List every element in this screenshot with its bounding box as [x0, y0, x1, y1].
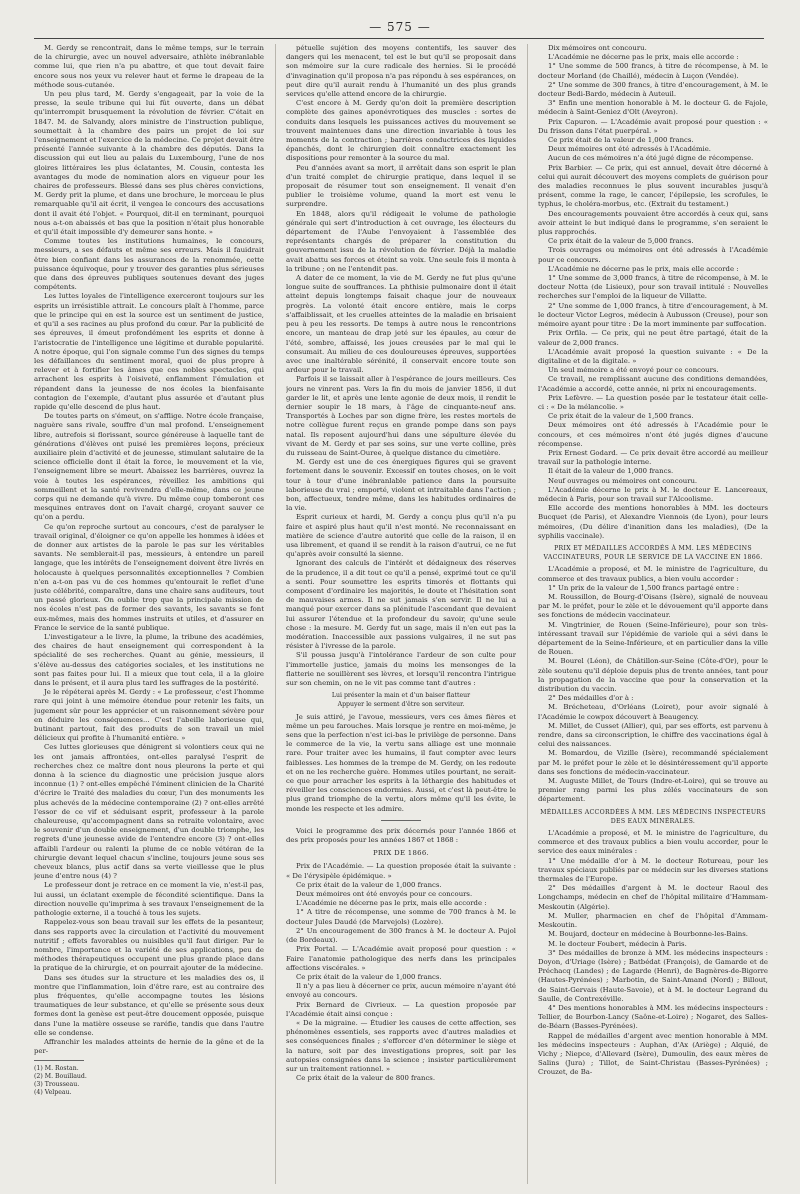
paragraph: Prix Capuron. — L'Académie avait proposé pour question : « Du frisson dans l'état puerpéral. » [538, 117, 768, 135]
section-title-prix-1866: PRIX DE 1866. [372, 849, 429, 858]
paragraph: Je le répéterai après M. Gerdy : « Le professeur, c'est l'homme rare qui joint à une mémoire étendue pour retenir les faits, un jugement sûr pour les apprécier et un raisonnement sévère pour en déduire les conséquences... C'est l'abeille laborieuse qui, butinant partout, fait des produits de son travail un miel délicieux qui profite à l'humanité entière. » [34, 688, 264, 743]
column-separator [527, 44, 528, 1184]
paragraph: Le professeur dont je retrace en ce moment la vie, n'est-il pas, lui aussi, un éclatant exemple de fécondité scientifique. Dans la direction nouvelle qu'imprima à ses travaux l'enseignement de la pathologie externe, il a touché à tous les sujets. [34, 881, 264, 918]
paragraph: Ce prix était de la valeur de 1,000 francs. [296, 972, 442, 981]
paragraph: M. Auguste Millet, de Tours (Indre-et-Loire), qui se trouve au premier rang parmi les plus zélés vaccinateurs de son département. [538, 777, 768, 804]
paragraph: Ces luttes glorieuses que dénigrent si volontiers ceux qui ne les ont jamais affrontées, ont-elles paralysé l'esprit de recherches chez ce maître dont nous pleurons la perte et qui donna à la science du diagnostic une précision jusque alors inconnue (1) ? ont-elles empêché l'éminent clinicien de la Charité d'écrire le Traité des maladies du cœur, l'un des monuments les plus achevés de la médecine contemporaine (2) ? ont-elles arrêté l'essor de ce vif et séduisant esprit, professeur à la parole chaleureuse, qu'accompagnent dans sa retraite volontaire, avec le souvenir d'un double enseignement, d'un double triomphe, les regrets d'une jeunesse avide de l'entendre encore (3) ? ont-elles affaibli l'ardeur ou ralenti la plume de ce noble vétéran de la chirurgie devant lequel chacun s'incline, toujours jeune sous ses cheveux blancs, plus actif dans sa verte vieillesse que le plus jeune d'entre nous (4) ? [34, 743, 264, 881]
paragraph: Deux mémoires ont été adressés à l'Académie pour le concours, et ces mémoires n'ont été jugés dignes d'aucune récompense. [538, 421, 768, 448]
paragraph: Ignorant des calculs de l'intérêt et dédaigneux des réserves de la prudence, il a dit tout ce qu'il a pensé, exprimé tout ce qu'il a senti. Pour soumettre les esprits timorés et flottants qui composent d'ordinaire les majorités, le doute et l'hésitation sont de mauvaises armes. Il ne sut jamais s'en servir. Il ne lui a manqué pour exercer dans sa plénitude l'ascendant que devaient lui assurer l'étendue et la profondeur du savoir, qu'une seule chose : la mesure. M. Gerdy fut un sage, mais il n'en eut pas la modération. Inaccessible aux passions vulgaires, il ne sut pas résister à l'ivresse de la parole. [286, 559, 516, 651]
paragraph: Des encouragements pouvaient être accordés à ceux qui, sans avoir atteint le but indiqué dans le programme, s'en seraient le plus rapprochés. [538, 209, 768, 237]
column-3 [538, 44, 768, 1184]
paragraph: Ce prix était de la valeur de 5,000 francs. [548, 237, 694, 246]
paragraph: Parfois il se laissait aller à l'espérance de jours meilleurs. Ces jours ne vinrent pas. Vers la fin du mois de janvier 1856, il dut garder le lit, et après une lente agonie de deux mois, il rendit le dernier soupir le 18 mars, à l'âge de cinquante-neuf ans. Transportés à Loches par son digne frère, les restes mortels de notre collègue furent reçus en grande pompe dans son pays natal. Ils reposent aujourd'hui dans une sépulture élevée du vivant de M. Gerdy et par ses soins, sur une verte colline, près du ruisseau de Saint-Ouree, à quelque distance du cimetière. [286, 375, 516, 457]
paragraph: Neuf ouvrages ou mémoires ont concouru. [548, 476, 698, 485]
column-1 [34, 44, 264, 1184]
paragraph: Les luttes loyales de l'intelligence exerceront toujours sur les esprits un irrésistible attrait. Le concours plaît à l'homme, parce que le principe qui en est la source est un sentiment de justice, et qu'il a ses racines au plus profond du cœur. Par la publicité de ses épreuves, il émeut profondément les esprits et donne à l'aristocratie de l'intelligence une légitime et durable popularité. A notre époque, qui l'on signale comme l'un des signes du temps les défaillances du sentiment moral, quoi de plus propre à relever et à fortifier les âmes que ces nobles spectacles, qui arrachent les esprits à l'oisiveté, enflamment l'émulation et répandent dans la jeunesse de nos écoles la bienfaisante contagion de l'exemple, d'autant plus assurée et d'autant plus rapide qu'elle descend de plus haut. [34, 292, 264, 411]
paragraph: M. Millet, de Cusset (Allier), qui, par ses efforts, est parvenu à rendre, dans sa circonscription, le chiffre des vaccinations égal à celui des naissances. [538, 721, 768, 749]
paragraph: Prix Lefèvre. — La question posée par le testateur était celle-ci : « De la mélancolie. » [538, 393, 768, 411]
paragraph: De toutes parts on s'émeut, on s'afflige. Notre école française, naguère sans rivale, souffre d'un mal profond. L'enseignement libre, autrefois si florissant, source généreuse à laquelle tant de générations d'élèves ont puisé les premières leçons, précieux auxiliaire plein d'activité et de jeunesse, stimulant salutaire de la science officielle dont il était la force, le mouvement et la vie, l'enseignement libre se meurt. Abaissez les barrières, ouvrez la voie à toutes les espérances, réveillez les ambitions qui sommeillent et la santé revivendra d'elle-même, dans ce jeune corps qui ne demande qu'à vivre. Du même coup tomberont ces mesquines entraves dont on l'avait chargé, croyant sauver ce qu'on a perdu. [34, 412, 264, 522]
section-title-vaccinateurs: PRIX ET MÉDAILLES ACCORDÉS À MM. LES MÉDECINS VACCINATEURS, POUR LE SERVICE DE LA VACCINE EN 1866. [543, 544, 763, 562]
paragraph: 2° Des médailles d'or à : [548, 694, 634, 703]
column-2-body-4 [286, 862, 516, 1083]
paragraph: L'investigateur a le livre, la plume, la tribune des académies, des chaires de haut enseignement qui correspondent à la spécialité de ses recherches. Quant au génie, messieurs, il s'élève au-dessus des catégories sociales, et les institutions ne sont pas faites pour lui. Il a mieux que tout cela, il a la gloire dans le présent, et il aura plus tard les suffrages de la postérité. [34, 633, 264, 688]
paragraph: M. Bourel (Léon), de Châtillon-sur-Seine (Côte-d'Or), pour le zèle soutenu qu'il déploie depuis plus de trente années, tant pour la propagation de la vaccine que pour la conservation et la distribution du vaccin. [538, 657, 768, 694]
paragraph: En 1848, alors qu'il rédigeait le volume de pathologie générale qui sert d'introduction à cet ouvrage, les électeurs du département de l'Aube l'envoyaient à l'assemblée des représentants chargés de préparer la constitution du gouvernement issu de la révolution de février. Déjà la maladie avait abattu ses forces et éteint sa voix. Une seule fois il monta à la tribune ; on ne l'entendit pas. [286, 209, 516, 273]
paragraph: Rappel de médailles d'argent avec mention honorable à MM. les médecins inspecteurs : Auphan, d'Ax (Ariège) ; Alquié, de Vichy ; Niepce, d'Allevard (Isère), Dumoulin, des eaux mères de Salins (Jura) ; Tillot, de Saint-Christau (Basses-Pyrénées) ; Crouzet, de Ba- [538, 1031, 768, 1077]
paragraph: Rappelez-vous son beau travail sur les effets de la pesanteur, dans ses rapports avec la circulation et l'activité du mouvement nutritif ; effets favorables ou nuisibles qu'il faut diriger. Par le nombre, l'importance et la variété de ses applications, peu de méthodes thérapeutiques occupent une plus grande place dans la pratique de la chirurgie, et on pourrait ajouter de la médecine. [34, 918, 264, 973]
paragraph: L'Académie ne décerne pas le prix, mais elle accorde : [548, 264, 739, 273]
paragraph: Il n'y a pas lieu à décerner ce prix, aucun mémoire n'ayant été envoyé au concours. [286, 982, 516, 1000]
paragraph: Prix Portal. — L'Académie avait proposé pour question : « Faire l'anatomie pathologique des nerfs dans les principales affections viscérales. » [286, 945, 516, 972]
column-2 [286, 44, 516, 1184]
paragraph: M. Vingtrinier, de Rouen (Seine-Inférieure), pour son très-intéressant travail sur l'épidémie de variole qui a sévi dans le département de la Seine-Inférieure, et en particulier dans la ville de Rouen. [538, 620, 768, 657]
paragraph: L'Académie décerne le prix à M. le docteur E. Lancereaux, médecin à Paris, pour son travail sur l'Alcoolisme. [538, 485, 768, 503]
footnote: (2) M. Bouillaud. [34, 1073, 87, 1081]
paragraph: Deux mémoires ont été adressés à l'Académie. [548, 145, 711, 154]
paragraph: S'il poussa jusqu'à l'intolérance l'ardeur de son culte pour l'immortelle justice, jamais du moins les mensonges de la flatterie ne souillèrent ses lèvres, et lorsqu'il rencontra l'intrigue sur son chemin, on ne le vit pas comme tant d'autres : [286, 651, 516, 688]
paragraph: L'Académie ne décerne pas le prix, mais elle accorde : [548, 53, 739, 62]
page-number: — 575 — [369, 20, 431, 34]
paragraph: Prix Bernard de Civrieux. — La question proposée par l'Académie était ainsi conçue : [286, 1000, 516, 1018]
paragraph: Ce prix était de la valeur de 800 francs. [296, 1074, 436, 1083]
paragraph: Je suis attiré, je l'avoue, messieurs, vers ces âmes fières et même un peu farouches. Mais lorsque je rentre en moi-même, je sens que la perfection n'est ici-bas le privilège de personne. Dans le commerce de la vie, la vertu sans alliage est une monnaie rare. Pour traiter avec les humains, il faut compter avec leurs faiblesses. Les hommes de la trempe de M. Gerdy, on les redoute et on ne les recherche guère. Hommes utiles pourtant, ne serait-ce que pour arracher les esprits à la léthargie des habitudes et réveiller les consciences endormies. Aussi, et c'est là peut-être le plus grand triomphe de la vertu, alors même qu'il les évite, le monde les respecte et les admire. [286, 712, 516, 813]
paragraph: Prix de l'Académie. — La question proposée était la suivante : « De l'érysipèle épidémique. » [286, 862, 516, 880]
paragraph: « De la migraine. — Étudier les causes de cette affection, ses phénomènes essentiels, ses rapports avec d'autres maladies et ses conséquences finales ; s'efforcer d'en déterminer le siège et la nature, soit par des investigations propres, soit par les autopsies consignées dans la science ; insister particulièrement sur un traitement rationnel. » [286, 1018, 516, 1073]
paragraph: Prix Orfila. — Ce prix, qui ne peut être partagé, était de la valeur de 2,000 francs. [538, 329, 768, 347]
paragraph: Prix Barbier. — Ce prix, qui est annuel, devait être décerné à celui qui aurait découvert des moyens complets de guérison pour des maladies reconnues le plus souvent incurables jusqu'à présent, comme la rage, le cancer, l'épilepsie, les scrofules, le typhus, le choléra-morbus, etc. (Extrait du testament.) [538, 163, 768, 209]
paragraph: L'Académie a proposé, et M. le ministre de l'agriculture, du commerce et des travaux publics, a bien voulu accorder : [538, 565, 768, 583]
footnote: (3) Trousseau. [34, 1081, 80, 1089]
column-2-body [286, 44, 516, 688]
paragraph: Ce prix était de la valeur de 1,000 francs. [548, 136, 694, 145]
paragraph: 1° Une médaille d'or à M. le docteur Rotureau, pour les travaux spéciaux publiés par ce médecin sur les diverses stations thermales de l'Europe. [538, 856, 768, 884]
paragraph: Deux mémoires ont été envoyés pour ce concours. [296, 890, 473, 899]
paragraph: Prix Ernest Godard. — Ce prix devait être accordé au meilleur travail sur la pathologie interne. [538, 448, 768, 467]
paragraph: Aucun de ces mémoires n'a été jugé digne de récompense. [548, 154, 754, 163]
paragraph: M. Roussillon, de Bourg-d'Oisans (Isère), signalé de nouveau par M. le préfet, pour le zèle et le dévouement qu'il apporte dans ses fonctions de médecin vaccinateur. [538, 592, 768, 620]
paragraph: Ce qu'on reproche surtout au concours, c'est de paralyser le travail original, d'éloigner ce qu'on appelle les hommes à idées et de donner aux artistes de la parole le pas sur les véritables savants. Ne semblerait-il pas, messieurs, à entendre un pareil langage, que les intérêts de l'enseignement doivent être livrés en holocauste à quelques personnalités exceptionnelles ? Combien n'en a-t-on pas vu de ces hommes qu'entourait le reflet d'une juste célébrité, comparaître, dans une chaire sans auditeurs, tout un passé glorieux. On oublie trop que la principale mission de nos écoles n'est pas de former des savants, les savants se font eux-mêmes, mais des hommes instruits et utiles, et d'assurer en France le service de la santé publique. [34, 522, 264, 632]
paragraph: pétuelle sujétion des moyens contentifs, les sauver des dangers qui les menacent, tel est le but qu'il se proposait dans son mémoire sur la cure radicale des hernies. Si le procédé d'invagination qu'il proposa n'a pas répondu à ses espérances, on peut dire qu'il aurait rendu à l'humanité un des plus grands services qu'elle attend encore de la chirurgie. [286, 44, 516, 99]
paragraph: Ce prix était de la valeur de 1,000 francs. [296, 880, 442, 889]
paragraph: 1° Un prix de la valeur de 1,500 francs partagé entre : [548, 583, 739, 592]
column-3-body-3 [538, 829, 768, 1077]
paragraph: M. Bomardou, de Vizille (Isère), recommandé spécialement par M. le préfet pour le zèle et le désintéressement qu'il apporte dans ses fonctions de médecin-vaccinateur. [538, 749, 768, 776]
footnote-rule [34, 1060, 84, 1061]
column-3-body [538, 44, 768, 541]
column-2-body-2 [286, 713, 516, 814]
column-3-body-2 [538, 565, 768, 804]
paragraph: M. le docteur Foubert, médecin à Paris. [548, 939, 687, 948]
paragraph: C'est encore à M. Gerdy qu'on doit la première description complète des gaines aponévrotiques des muscles : sortes de conduits dans lesquels les puissances actives du mouvement se trouvent maintenues dans une direction invariable à tous les moments de la contraction ; barrières conductrices des liquides épanchés, dont le chirurgien doit connaître exactement les dispositions pour remonter à la source du mal. [286, 99, 516, 163]
page-header [0, 0, 800, 40]
footnotes [34, 1065, 264, 1097]
paragraph: 3° Des médailles de bronze à MM. les médecins inspecteurs : Doyon, d'Uriage (Isère) ; Batbédat (François), de Gamarde et de Préchacq (Landes) ; de Lagarde (Henri), de Bagnères-de-Bigorre (Hautes-Pyrénées) ; Marbotin, de Saint-Amand (Nord) ; Billout, de Saint-Gervais (Haute-Savoie), et à M. le docteur Legrand du Saulle, de Contrexéville. [538, 948, 768, 1003]
verse-quote [286, 691, 516, 709]
paragraph: Comme toutes les institutions humaines, le concours, messieurs, a ses défauts et même ses erreurs. Mais il fauidrait être bien confiant dans les assurances de la renommée, cette puissance équivoque, pour y trouver des garanties plus sérieuses que dans des épreuves publiques soutenues devant des juges compétents. [34, 237, 264, 292]
column-2-body-3 [286, 827, 516, 845]
column-separator [275, 44, 276, 1184]
paragraph: 2° Une somme de 1,000 francs, à titre d'encouragement, à M. le docteur Victor Legros, médecin à Aubusson (Creuse), pour son mémoire ayant pour titre : De la mort imminente par suffocation. [538, 301, 768, 329]
paragraph: Un peu plus tard, M. Gerdy s'engageait, par la voie de la presse, la seule tribune qui lui fût ouverte, dans un débat qu'interrompit brusquement la révolution de février. C'était en 1847. M. de Salvandy, alors ministre de l'instruction publique, soumettait à la chambre des pairs un projet de loi sur l'enseignement et l'exercice de la médecine. Ce projet devait être présenté l'année suivante à la chambre des députés. Dans la discussion qui eut lieu au palais du Luxembourg, l'une de nos gloires littéraires les plus éclatantes, M. Cousin, contesta les avantages du mode de nomination alors en vigueur pour les chaires de professeurs. Blessé dans ses plus chères convictions, M. Gerdy prit la plume, et dans une brochure, le morceau le plus remarquable qu'il ait écrit, il vengea le concours des accusations dont il avait été l'objet. « Pourquoi, dit-il en terminant, pourquoi nous a-t-on abaissés et bas que la position n'était plus honorable et qu'il était impossible d'y demeurer sans honte. » [34, 90, 264, 237]
footnote: (4) Velpeau. [34, 1089, 72, 1097]
paragraph: A dater de ce moment, la vie de M. Gerdy ne fut plus qu'une longue suite de souffrances. La phthisie pulmonaire dont il était atteint depuis longtemps faisait chaque jour de nouveaux progrès. La volonté était encore entière, mais le corps s'affaiblissait, et les cruelles atteintes de la maladie en brisaient peu à peu les ressorts. De temps à autre nous le rencontrions encore, un manteau de drap jeté sur les épaules, au cœur de l'été, sombre, affaissé, les joues creusées par le mal qui le consumait. Au milieu de ces douloureuses épreuves, supportées avec une inaltérable sérénité, il conservait encore toute son ardeur pour le travail. [286, 274, 516, 375]
paragraph: Voici le programme des prix décernés pour l'année 1866 et des prix proposés pour les années 1867 et 1868 : [286, 826, 516, 845]
paragraph: 3° Enfin une mention honorable à M. le docteur G. de Fajole, médecin à Saint-Geniez d'Olt (Aveyron). [538, 99, 768, 117]
paragraph: 2° Un encouragement de 300 francs à M. le docteur A. Pujol (de Bordeaux). [286, 926, 516, 945]
paragraph: Peu d'années avant sa mort, il arrêtait dans son esprit le plan d'un traité complet de chirurgie pratique, dans lequel il se proposait de résumer tout son enseignement. Il venait d'en publier le troisième volume, quand la mort est venu le surprendre. [286, 163, 516, 209]
paragraph: L'Académie a proposé, et M. le ministre de l'agriculture, du commerce et des travaux publics a bien voulu accorder, pour le service des eaux minérales : [538, 829, 768, 856]
section-title-eaux-minerales: MÉDAILLES ACCORDÉES À MM. LES MÉDECINS INSPECTEURS DES EAUX MINÉRALES. [540, 808, 766, 825]
header-rule [34, 38, 764, 39]
paragraph: Dans ses études sur la structure et les maladies des os, il montre que l'inflammation, loin d'être rare, est au contraire des plus fréquentes, qu'elle accompagne toutes les lésions traumatiques de leur substance, et qu'elle se présente sous deux formes dont la genèse est peut-être doucement opposée, puisque dans l'une la matière osseuse se raréfie, tandis que dans l'autre elle se condense. [34, 973, 264, 1037]
paragraph: 1° Une somme de 500 francs, à titre de récompense, à M. le docteur Morland (de Chaillé), médecin à Luçon (Vendée). [538, 62, 768, 80]
paragraph: Un seul mémoire a été envoyé pour ce concours. [548, 366, 719, 375]
paragraph: Esprit curieux et hardi, M. Gerdy a conçu plus qu'il n'a pu faire et aspiré plus haut qu'il n'est monté. Ne reconnaissant en matière de science d'autre autorité que celle de la raison, il en usa librement, et quand il se rendit à la raison d'autrui, ce ne fut qu'après avoir consulté la sienne. [286, 513, 516, 559]
paragraph: M. Muller, pharmacien en chef de l'hôpital d'Ammam-Meskoutin. [538, 911, 768, 930]
column-1-body [34, 44, 264, 1056]
paragraph: Affranchir les malades atteints de hernie de la gêne et de la per- [34, 1037, 264, 1056]
paragraph: Elle accorde des mentions honorables à MM. les docteurs Bucquet (de Paris), et Alexandre Viennois (de Lyon), pour leurs mémoires, (Du délire d'inanition dans les maladies), (De la syphilis vaccinale). [538, 504, 768, 540]
paragraph: 1° A titre de récompense, une somme de 700 francs à M. le docteur Jules Daudé (de Marvejols) (Lozère). [286, 908, 516, 926]
paragraph: 1° Une somme de 3,000 francs, à titre de récompense, à M. le docteur Notta (de Lisieux), pour son travail intitulé : Nouvelles recherches sur l'emploi de la liqueur de Villatte. [538, 274, 768, 301]
paragraph: Trois ouvrages ou mémoires ont été adressés à l'Académie pour ce concours. [538, 246, 768, 264]
footnote: (1) M. Rostan. [34, 1065, 79, 1073]
paragraph: L'Académie ne décerne pas le prix, mais elle accorde : [296, 899, 487, 908]
paragraph: Dix mémoires ont concouru. [548, 44, 647, 52]
paragraph: Lui présenter la main et d'un baiser flatteur [331, 692, 471, 700]
paragraph: M. Gerdy se rencontrait, dans le même temps, sur le terrain de la chirurgie, avec un nouvel adversaire, athlète inébranlable comme lui, que rien n'a pu abattre, et que tout devait faire encore sous nos yeux vu relever haut et ferme le drapeau de la méthode sous-cutanée. [34, 44, 264, 89]
paragraph: Ce travail, ne remplissant aucune des conditions demandées, l'Académie a accordé, cette année, ni prix ni encouragements. [538, 375, 768, 393]
paragraph: 2° Des médailles d'argent à M. le docteur Raoul des Longchamps, médecin en chef de l'hôpital militaire d'Hammam-Meskoutin (Algérie). [538, 884, 768, 911]
paragraph: L'Académie avait proposé la question suivante : « De la digitaline et de la digitale. » [538, 347, 768, 365]
section-divider [381, 820, 421, 821]
paragraph: M. Brécheteau, d'Orléans (Loiret), pour avoir signalé à l'Académie le cowpox découvert à Beaugency. [538, 703, 768, 721]
paragraph: M. Gerdy est une de ces énergiques figures qui se gravent fortement dans le souvenir. Excessif en toutes choses, on le voit tour à tour d'une inébranlable patience dans la poursuite laborieuse du vrai ; emporté, violent et intraitable dans l'action ; bon, affectueux, tendre même, dans les habitudes ordinaires de la vie. [286, 458, 516, 513]
paragraph: Appuyer le serment d'être son serviteur. [337, 701, 465, 709]
paragraph: Il était de la valeur de 1,000 francs. [548, 467, 674, 476]
paragraph: 4° Des mentions honorables à MM. les médecins inspecteurs : Tellier, de Bourbon-Lancy (Saône-et-Loire) ; Nogaret, des Salles-de-Béarn (Basses-Pyrénées). [538, 1003, 768, 1031]
paragraph: M. Boujard, docteur en médecine à Bourbonne-les-Bains. [548, 930, 748, 939]
paragraph: 2° Une somme de 300 francs, à titre d'encouragement, à M. le docteur Bedi-Bardo, médecin à Auteuil. [538, 80, 768, 99]
paragraph: Ce prix était de la valeur de 1,500 francs. [548, 412, 694, 421]
